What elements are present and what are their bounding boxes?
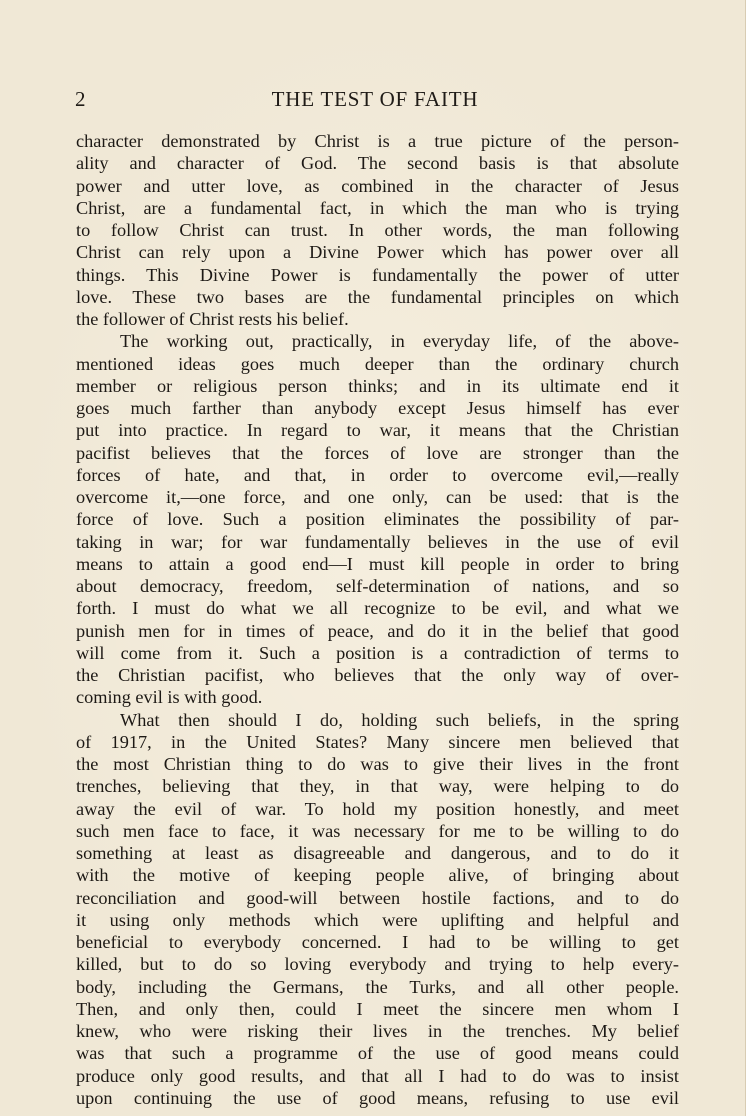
text-line: coming evil is with good. <box>76 687 263 708</box>
text-line: knew, who were risking their lives in the trenches. My belief <box>76 1021 679 1041</box>
text-line: Christ can rely upon a Divine Power which has power over all <box>76 242 679 263</box>
text-line: trenches, believing that they, in that way, were helping to do <box>76 776 679 797</box>
text-line: mentioned ideas goes much deeper than the ordinary church <box>76 353 679 374</box>
text-line: produce only good results, and that all I had to do was to insist <box>76 1065 679 1086</box>
text-line: will come from it. Such a position is a contradiction of terms to <box>76 642 679 663</box>
text-line: force of love. Such a position eliminates the possibility of par- <box>76 509 679 530</box>
text-line: the follower of Christ rests his belief. <box>76 309 349 329</box>
text-line: beneficial to everybody concerned. I had to be willing to get <box>76 932 679 952</box>
text-line: overcome it,—one force, and one only, can be used: that is the <box>76 487 679 507</box>
text-line: killed, but to do so loving everybody and trying to help every- <box>76 954 679 975</box>
text-line: was that such a programme of the use of good means could <box>76 1043 679 1064</box>
text-line: means to attain a good end—I must kill people in order to bring <box>76 553 679 574</box>
text-line: of 1917, in the United States? Many sincere men believed that <box>76 731 679 752</box>
text-line: character demonstrated by Christ is a true picture of the person- <box>76 131 679 151</box>
text-line: body, including the Germans, the Turks, and all other people. <box>76 976 679 997</box>
text-line: The working out, practically, in everyday life, of the above- <box>120 331 679 352</box>
text-line: upon continuing the use of good means, refusing to use evil <box>76 1087 679 1108</box>
text-line: forth. I must do what we all recognize to be evil, and what we <box>76 598 679 619</box>
text-line: the most Christian thing to do was to give their lives in the front <box>76 754 679 774</box>
text-line: the Christian pacifist, who believes that the only way of over- <box>76 665 679 685</box>
running-head-title: THE TEST OF FAITH <box>271 87 479 111</box>
text-line: reconciliation and good-will between hostile factions, and to do <box>76 887 679 908</box>
text-line: punish men for in times of peace, and do it in the belief that good <box>76 620 679 641</box>
text-line: Then, and only then, could I meet the sincere men whom I <box>76 998 679 1019</box>
text-line: with the motive of keeping people alive, of bringing about <box>76 865 679 886</box>
text-line: away the evil of war. To hold my position honestly, and meet <box>76 798 679 819</box>
text-line: member or religious person thinks; and in its ultimate end it <box>76 375 679 396</box>
text-line: to follow Christ can trust. In other words, the man following <box>76 220 679 240</box>
text-line: put into practice. In regard to war, it means that the Christian <box>76 420 679 441</box>
text-line: ality and character of God. The second basis is that absolute <box>76 153 679 174</box>
text-line: forces of hate, and that, in order to overcome evil,—really <box>76 464 679 485</box>
text-line: What then should I do, holding such beliefs, in the spring <box>120 709 679 730</box>
text-line: Christ, are a fundamental fact, in which the man who is trying <box>76 197 679 218</box>
text-line: pacifist believes that the forces of love are stronger than the <box>76 442 679 463</box>
text-line: love. These two bases are the fundamental principles on which <box>76 286 679 307</box>
text-line: about democracy, freedom, self-determination of nations, and so <box>76 576 679 596</box>
body-text <box>76 130 679 1109</box>
text-line: taking in war; for war fundamentally believes in the use of evil <box>76 531 679 552</box>
text-line: it using only methods which were uplifting and helpful and <box>76 909 679 930</box>
text-line: such men face to face, it was necessary for me to be willing to do <box>76 820 679 841</box>
page-number: 2 <box>75 87 86 111</box>
text-line: goes much farther than anybody except Jesus himself has ever <box>76 398 679 418</box>
text-line: something at least as disagreeable and dangerous, and to do it <box>76 843 679 863</box>
page-header <box>75 84 675 114</box>
text-line: power and utter love, as combined in the character of Jesus <box>76 175 679 196</box>
text-line: things. This Divine Power is fundamentally the power of utter <box>76 264 679 285</box>
